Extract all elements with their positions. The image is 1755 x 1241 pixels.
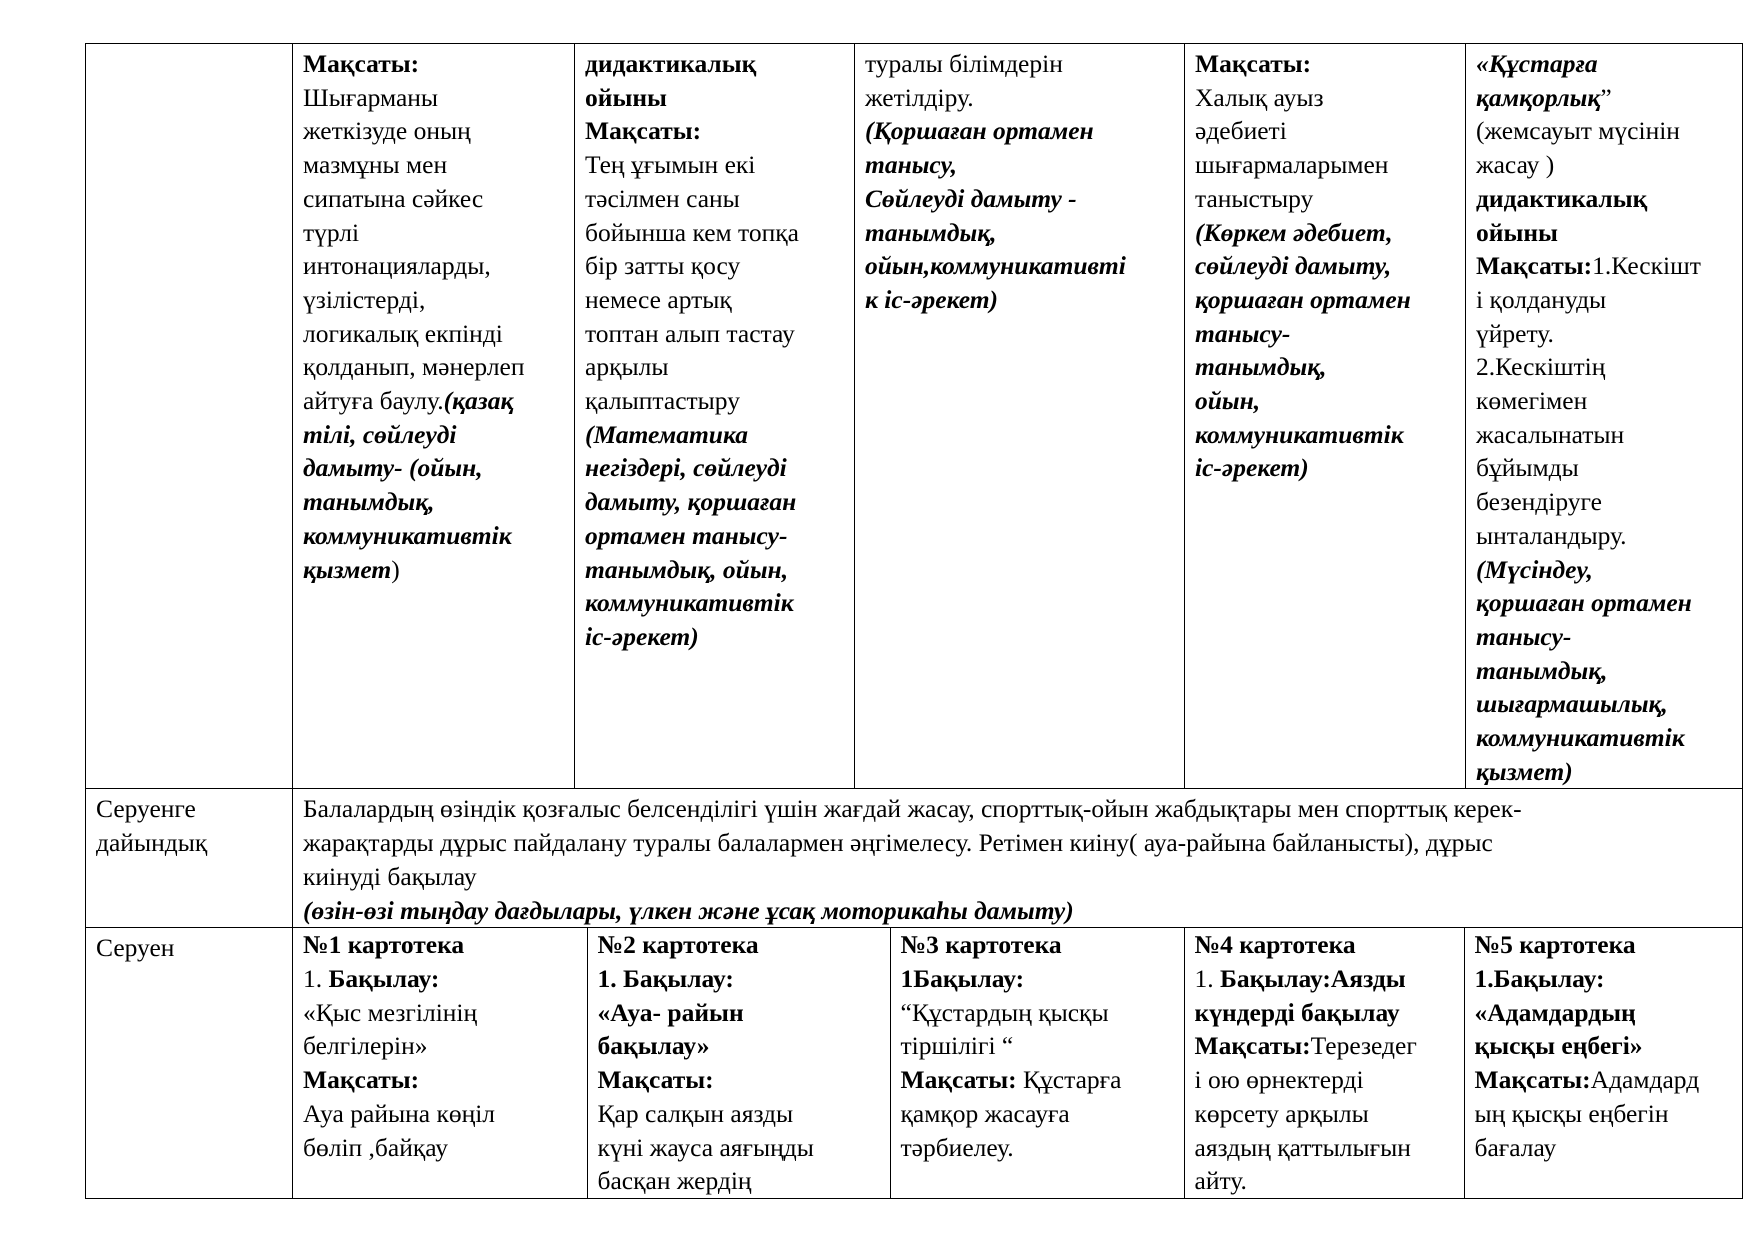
text-line: жетілдіру. <box>865 82 974 112</box>
row1-col1 <box>293 44 575 789</box>
text-line: жасау ) <box>1476 150 1555 180</box>
text-line: тәсілмен саны <box>585 183 740 213</box>
text-line <box>303 384 564 418</box>
card-title: №4 картотека <box>1194 930 1356 960</box>
text-line <box>1195 962 1454 996</box>
walk-card-5 <box>1464 928 1743 1198</box>
text-line: қолданып, мәнерлеп <box>303 352 525 382</box>
italic-line: Сөйлеуді дамыту - <box>865 183 1077 213</box>
activity-title: «Құстарға <box>1476 49 1598 78</box>
text-plain: Терезедег <box>1310 1031 1417 1061</box>
activity-title: қамқорлық <box>1476 82 1601 112</box>
text-line: і ою өрнектерді <box>1194 1065 1364 1095</box>
text-line: үйрету. <box>1476 318 1554 348</box>
bold-line: дидактикалық <box>1476 183 1648 213</box>
text-line: киінуді бақылау <box>303 861 477 891</box>
goal-title: Мақсаты: <box>303 1065 420 1095</box>
text-line: қалыптастыру <box>585 386 740 416</box>
italic-line: қоршаған ортамен <box>1195 284 1411 314</box>
italic-line: дамыту- (ойын, <box>303 453 483 483</box>
text-plain: ” <box>1600 82 1612 112</box>
row1-col5 <box>1466 44 1743 789</box>
text-line <box>1476 249 1732 283</box>
observation-label: 1. Бақылау: <box>597 963 734 993</box>
italic-line: танысу- <box>1195 318 1291 348</box>
italic-line: (Математика <box>585 419 749 449</box>
row3-label: Серуен <box>86 928 293 1199</box>
text-line: тіршілігі “ <box>900 1031 1014 1061</box>
text-line: немесе артық <box>585 284 732 314</box>
text-line: арқылы <box>585 352 669 382</box>
text-line: Халық ауыз <box>1195 82 1324 112</box>
text-line: «Қыс мезгілінің <box>303 997 478 1027</box>
italic-line: коммуникативтік <box>1195 419 1404 449</box>
text-line: аяздың қаттылығын <box>1194 1132 1411 1162</box>
bold-line: ойыны <box>1476 217 1558 247</box>
italic-line: ортамен танысу- <box>585 520 788 550</box>
bold-line: күндерді бақылау <box>1194 997 1400 1027</box>
text-line: “Құстардың қысқы <box>900 997 1109 1027</box>
text-line: шығармаларымен <box>1195 150 1389 180</box>
italic-line: шығармашылық, <box>1476 689 1668 719</box>
bold-line: «Ауа- райын <box>597 997 744 1027</box>
text-italic: қызмет <box>303 554 392 584</box>
italic-line: негіздері, сөйлеуді <box>585 453 787 483</box>
text-line: бағалау <box>1474 1132 1557 1162</box>
text-line: туралы білімдерін <box>865 49 1063 78</box>
text-line: интонацияларды, <box>303 251 491 281</box>
text-line: бөліп ,байқау <box>303 1132 449 1162</box>
italic-line: іс-әрекет) <box>585 621 699 651</box>
italic-line: танымдық, <box>865 217 997 247</box>
bold-line: қысқы еңбегі» <box>1474 1031 1643 1061</box>
text-line: топтан алып тастау <box>585 318 795 348</box>
row-activities <box>86 44 1743 789</box>
text-line: сипатына сәйкес <box>303 183 484 213</box>
row-walk <box>86 928 1743 1199</box>
walk-card-3 <box>890 928 1184 1198</box>
bold-line: дидактикалық <box>585 49 757 78</box>
text-line: безендіруге <box>1476 487 1602 517</box>
observation-label: 1.Бақылау: <box>1474 963 1605 993</box>
text-plain: ) <box>391 554 400 584</box>
text-line: Ауа райына көңіл <box>303 1098 496 1128</box>
row-label-line: дайындық <box>96 828 208 858</box>
walk-card-4 <box>1184 928 1464 1198</box>
walk-cards-table <box>293 928 1743 1198</box>
row1-col3 <box>855 44 1185 789</box>
italic-line: дамыту, қоршаған <box>585 487 797 517</box>
goal-title: Мақсаты: <box>1476 251 1593 281</box>
text-line: әдебиеті <box>1195 116 1287 146</box>
row-walk-preparation <box>86 789 1743 928</box>
text-line: Қар салқын аязды <box>597 1098 794 1128</box>
italic-line: қызмет) <box>1476 756 1573 786</box>
walk-card-2 <box>587 928 890 1198</box>
italic-line: ойын,коммуникативті <box>865 251 1126 281</box>
observation-label: 1Бақылау: <box>900 963 1025 993</box>
text-line <box>901 1063 1174 1097</box>
text-line: ынталандыру. <box>1476 520 1627 550</box>
text-plain: Құстарға <box>1016 1065 1122 1095</box>
observation-label: Бақылау: <box>328 963 440 993</box>
italic-line: іс-әрекет) <box>1195 453 1309 483</box>
text-plain: 1.Кескішт <box>1592 251 1701 281</box>
row1-label <box>86 44 293 789</box>
text-line <box>303 962 577 996</box>
italic-line: ойын, <box>1195 386 1261 416</box>
text-plain: 1. <box>303 963 329 993</box>
text-line: мазмұны мен <box>303 150 448 180</box>
italic-line: танымдық, <box>1476 655 1608 685</box>
text-line: бір затты қосу <box>585 251 741 281</box>
text-line: белгілерін» <box>303 1031 428 1061</box>
text-line: жеткізуде оның <box>303 116 471 146</box>
text-line: бұйымды <box>1476 453 1579 483</box>
italic-line: танысу, <box>865 150 958 180</box>
walk-card-1 <box>293 928 587 1198</box>
italic-line: қоршаған ортамен <box>1476 588 1692 618</box>
text-italic: (қазақ <box>443 386 514 416</box>
text-line: таныстыру <box>1195 183 1314 213</box>
italic-line: коммуникативтік <box>303 520 512 550</box>
text-line <box>1475 1063 1734 1097</box>
goal-title: Мақсаты: <box>1474 1065 1591 1095</box>
text-line: (жемсауыт мүсінін <box>1476 116 1680 146</box>
row3-cards <box>293 928 1743 1199</box>
text-line: көмегімен <box>1476 386 1588 416</box>
text-line <box>303 553 564 587</box>
goal-title: Мақсаты: <box>303 49 420 78</box>
observation-label: Бақылау:Аязды <box>1220 963 1406 993</box>
text-line: ың қысқы еңбегін <box>1474 1098 1669 1128</box>
row1-col4 <box>1185 44 1466 789</box>
italic-line: к іс-әрекет) <box>865 284 999 314</box>
italic-line: сөйлеуді дамыту, <box>1195 251 1392 281</box>
text-plain: айтуға баулу. <box>303 386 444 416</box>
card-title: №3 картотека <box>900 930 1062 960</box>
italic-line: коммуникативтік <box>1476 723 1685 753</box>
italic-line: коммуникативтік <box>585 588 794 618</box>
italic-line: (Қоршаған ортамен <box>865 116 1094 146</box>
text-line: і қолдануды <box>1476 284 1607 314</box>
text-line <box>1195 1029 1454 1063</box>
italic-line: (өзін-өзі тыңдау дағдылары, үлкен және ұсақ моторикаһы дамыту) <box>303 895 1074 925</box>
italic-line: танымдық, <box>303 487 435 517</box>
goal-title: Мақсаты: <box>1194 1031 1311 1061</box>
text-line: Тең ұғымын екі <box>585 150 756 180</box>
goal-title: Мақсаты: <box>597 1065 714 1095</box>
text-plain: Адамдард <box>1590 1065 1700 1095</box>
bold-line: бақылау» <box>597 1031 710 1061</box>
row-label-line: Серуенге <box>96 794 196 824</box>
text-line: айту. <box>1194 1166 1247 1196</box>
plan-table <box>85 43 1743 1199</box>
row2-label <box>86 789 293 928</box>
text-line: жарақтарды дұрыс пайдалану туралы балалармен әңгімелесу. Ретімен киіну( ауа-райына байланысты), дұрыс <box>303 828 1493 858</box>
text-line <box>1476 81 1732 115</box>
text-line: түрлі <box>303 217 360 247</box>
text-line: Балалардың өзіндік қозғалыс белсенділігі үшін жағдай жасау, спорттық-ойын жабдықтары мен спорттық керек- <box>303 794 1522 824</box>
text-line: көрсету арқылы <box>1194 1098 1369 1128</box>
text-line: бойынша кем топқа <box>585 217 799 247</box>
italic-line: танысу- <box>1476 621 1572 651</box>
card-title: №2 картотека <box>597 930 759 960</box>
bold-line: «Адамдардың <box>1474 997 1636 1027</box>
text-line: 2.Кескіштің <box>1476 352 1606 382</box>
italic-line: (Көркем әдебиет, <box>1195 217 1393 247</box>
text-line: тәрбиелеу. <box>900 1132 1014 1162</box>
row2-content <box>293 789 1743 928</box>
bold-line: ойыны <box>585 82 667 112</box>
italic-line: танымдық, ойын, <box>585 554 789 584</box>
italic-line: тілі, сөйлеуді <box>303 419 457 449</box>
goal-title: Мақсаты: <box>585 116 702 146</box>
text-line: үзілістерді, <box>303 284 426 314</box>
text-line: логикалық екпінді <box>303 318 503 348</box>
text-line: күні жауса аяғыңды <box>597 1132 814 1162</box>
text-line: басқан жердің <box>597 1166 752 1196</box>
goal-title: Мақсаты: <box>900 1065 1017 1095</box>
italic-line: (Мүсіндеу, <box>1476 554 1593 584</box>
card-title: №5 картотека <box>1474 930 1636 960</box>
row1-col2 <box>575 44 855 789</box>
goal-title: Мақсаты: <box>1195 49 1312 78</box>
text-plain: 1. <box>1194 963 1220 993</box>
text-line: Шығарманы <box>303 82 439 112</box>
italic-line: танымдық, <box>1195 352 1327 382</box>
text-line: қамқор жасауға <box>900 1098 1070 1128</box>
text-line: жасалынатын <box>1476 419 1625 449</box>
card-title: №1 картотека <box>303 930 465 960</box>
